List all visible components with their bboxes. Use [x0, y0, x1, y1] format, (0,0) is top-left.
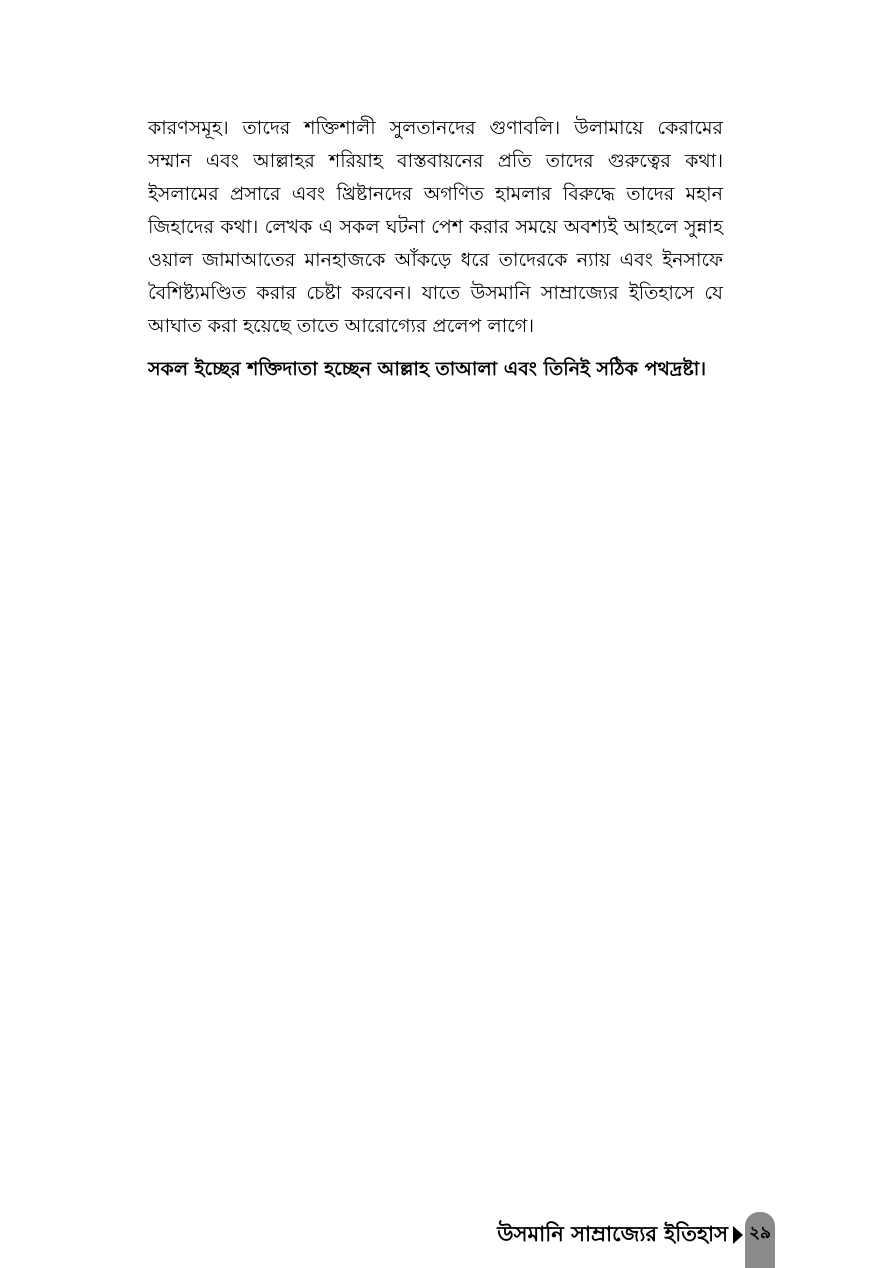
page-number-tab: [745, 1212, 775, 1268]
body-paragraph: কারণসমূহ। তাদের শক্তিশালী সুলতানদের গুণাবলি। উলামায়ে কেরামের সম্মান এবং আল্লাহর শরিয়াহ বাস্তবায়নের প্রতি তাদের গুরুত্বের কথা। ইসলামের প্রসারে এবং খ্রিষ্টানদের অগণিত হামলার বিরুদ্ধে তাদের মহান জিহাদের কথা। লেখক এ সকল ঘটনা পেশ করার সময়ে অবশ্যই আহলে সুন্নাহ ওয়াল জামাআতের মানহাজকে আঁকড়ে ধরে তাদেরকে ন্যায় এবং ইনসাফে বৈশিষ্ট্যমণ্ডিত করার চেষ্টা করবেন। যাতে উসমানি সাম্রাজ্যের ইতিহাসে যে আঘাত করা হয়েছে তাতে আরোগ্যের প্রলেপ লাগে।: [148, 117, 723, 337]
right-triangle-icon: [733, 1226, 743, 1244]
running-title: উসমানি সাম্রাজ্যের ইতিহাস: [497, 1222, 728, 1246]
page-body: [148, 112, 723, 386]
page-footer: [0, 1212, 870, 1268]
closing-paragraph: সকল ইচ্ছের শক্তিদাতা হচ্ছেন আল্লাহ তাআলা এবং তিনিই সঠিক পথদ্রষ্টা।: [148, 358, 707, 380]
page-number: ২৯: [748, 1223, 772, 1243]
